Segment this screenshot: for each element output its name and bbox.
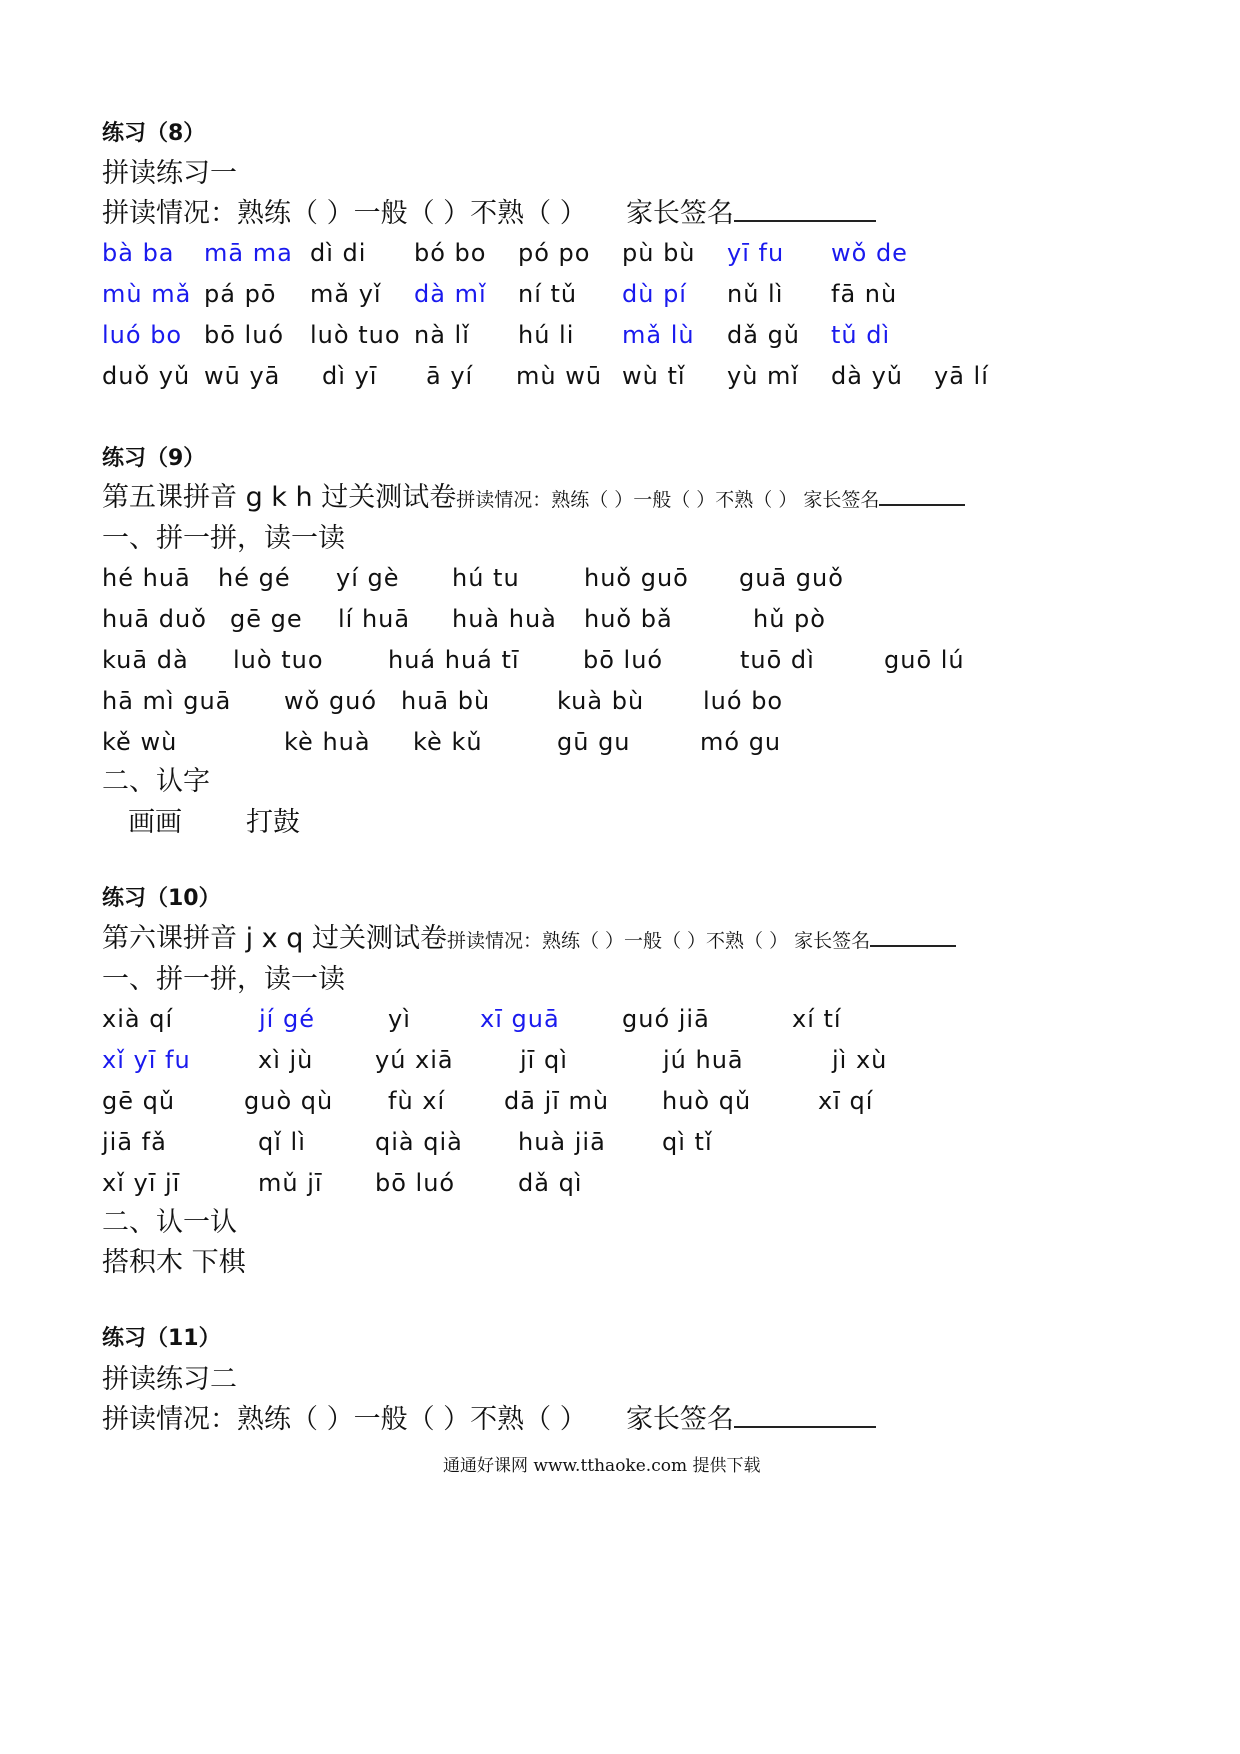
footer-credit: 通通好课网 www.tthaoke.com 提供下载 — [443, 1456, 761, 1476]
pinyin-word: kuā dà — [102, 646, 189, 674]
pinyin-word: dù pí — [622, 280, 687, 308]
pinyin-word: luò tuo — [310, 321, 401, 349]
pinyin-word: qì tǐ — [662, 1128, 713, 1156]
pinyin-word: hú tu — [452, 564, 520, 592]
exercise-11-subtitle: 拼读练习二 — [102, 1364, 237, 1395]
pinyin-word: hé gé — [218, 564, 291, 592]
status-label: 拼读情况：熟练（ ）一般（ ）不熟（ ） — [102, 198, 587, 229]
signature-line[interactable] — [879, 504, 965, 506]
pinyin-word: pá pō — [204, 280, 277, 308]
pinyin-word: luó bo — [102, 321, 183, 349]
pinyin-word: ā yí — [426, 362, 474, 390]
exercise-9-word-1: 画画 — [128, 807, 182, 838]
pinyin-word: nà lǐ — [414, 321, 470, 349]
pinyin-word: kě wù — [102, 728, 178, 756]
pinyin-word: jú huā — [663, 1046, 744, 1074]
exercise-10-heading: 第六课拼音 j x q 过关测试卷 — [102, 923, 447, 954]
pinyin-word: dā jī mù — [504, 1087, 610, 1115]
pinyin-word: kuà bù — [557, 687, 645, 715]
pinyin-word: dǎ gǔ — [727, 321, 801, 349]
pinyin-word: hǔ pò — [753, 605, 826, 633]
pinyin-word: nǔ lì — [727, 280, 784, 308]
pinyin-word: bō luó — [583, 646, 664, 674]
pinyin-word: jí gé — [259, 1005, 315, 1033]
pinyin-word: huà jiā — [518, 1128, 606, 1156]
pinyin-word: guò qù — [244, 1087, 334, 1115]
pinyin-word: kè huà — [284, 728, 371, 756]
pinyin-word: hā mì guā — [102, 687, 232, 715]
pinyin-word: mǔ jī — [258, 1169, 323, 1197]
exercise-11-status — [102, 1406, 876, 1433]
pinyin-word: hé huā — [102, 564, 191, 592]
pinyin-word: wǒ guó — [284, 687, 378, 715]
pinyin-word: qǐ lì — [258, 1128, 306, 1156]
pinyin-word: xí tí — [792, 1005, 842, 1033]
pinyin-word: qià qià — [375, 1128, 463, 1156]
exercise-9-title: 练习（9） — [102, 446, 206, 471]
pinyin-word: jì xù — [832, 1046, 888, 1074]
pinyin-word: mǎ yǐ — [310, 280, 382, 308]
exercise-9-word-2: 打鼓 — [246, 807, 300, 838]
exercise-8-title: 练习（8） — [102, 121, 206, 146]
exercise-9-section-1: 一、拼一拼，读一读 — [102, 523, 345, 554]
exercise-10-heading-line — [102, 925, 956, 952]
pinyin-word: xī qí — [818, 1087, 874, 1115]
pinyin-word: tǔ dì — [831, 321, 891, 349]
pinyin-word: guō lú — [884, 646, 965, 674]
pinyin-word: dì yī — [322, 362, 378, 390]
pinyin-word: yì — [388, 1005, 411, 1033]
pinyin-word: pù bù — [622, 239, 696, 267]
exercise-8-subtitle: 拼读练习一 — [102, 158, 237, 189]
pinyin-word: huǒ bǎ — [584, 605, 673, 633]
pinyin-word: lí huā — [338, 605, 411, 633]
pinyin-word: bà ba — [102, 239, 175, 267]
pinyin-word: xǐ yī jī — [102, 1169, 181, 1197]
pinyin-word: kè kǔ — [413, 728, 483, 756]
signature-line[interactable] — [734, 220, 876, 222]
pinyin-word: gē ge — [230, 605, 303, 633]
exercise-9-status: 拼读情况：熟练（ ）一般（ ）不熟（ ） 家长签名 — [456, 489, 880, 511]
signature-line[interactable] — [870, 945, 956, 947]
pinyin-word: mǎ lù — [622, 321, 695, 349]
exercise-10-status: 拼读情况：熟练（ ）一般（ ）不熟（ ） 家长签名 — [446, 930, 871, 952]
pinyin-word: xià qí — [102, 1005, 174, 1033]
pinyin-word: gū gu — [557, 728, 631, 756]
pinyin-word: hú li — [518, 321, 575, 349]
pinyin-word: wū yā — [204, 362, 281, 390]
pinyin-word: mā ma — [204, 239, 293, 267]
exercise-9-section-2: 二、认字 — [102, 766, 210, 797]
pinyin-word: guā guǒ — [739, 564, 844, 592]
exercise-8-status — [102, 200, 876, 227]
pinyin-word: huā duǒ — [102, 605, 207, 633]
pinyin-word: guó jiā — [622, 1005, 710, 1033]
pinyin-word: yī fu — [727, 239, 785, 267]
exercise-10-section-2: 二、认一认 — [102, 1207, 237, 1238]
exercise-10-title: 练习（10） — [102, 886, 221, 911]
pinyin-word: wù tǐ — [622, 362, 686, 390]
pinyin-word: yú xiā — [375, 1046, 454, 1074]
pinyin-word: fā nù — [831, 280, 898, 308]
pinyin-word: duǒ yǔ — [102, 362, 191, 390]
exercise-10-section-1: 一、拼一拼，读一读 — [102, 964, 345, 995]
pinyin-word: dà yǔ — [831, 362, 903, 390]
pinyin-word: bō luó — [204, 321, 285, 349]
pinyin-word: yí gè — [336, 564, 400, 592]
pinyin-word: fù xí — [388, 1087, 446, 1115]
pinyin-word: mù mǎ — [102, 280, 192, 308]
pinyin-word: luò tuo — [233, 646, 324, 674]
pinyin-word: pó po — [518, 239, 591, 267]
pinyin-word: bō luó — [375, 1169, 456, 1197]
exercise-10-words: 搭积木 下棋 — [102, 1247, 246, 1278]
pinyin-word: dì di — [310, 239, 367, 267]
pinyin-word: tuō dì — [740, 646, 815, 674]
pinyin-word: wǒ de — [831, 239, 908, 267]
pinyin-word: xī guā — [480, 1005, 560, 1033]
exercise-11-title: 练习（11） — [102, 1326, 221, 1351]
pinyin-word: mó gu — [700, 728, 782, 756]
signature-line[interactable] — [734, 1426, 876, 1428]
pinyin-word: dǎ qì — [518, 1169, 583, 1197]
pinyin-word: ní tǔ — [518, 280, 578, 308]
pinyin-word: huā bù — [401, 687, 491, 715]
pinyin-word: luó bo — [703, 687, 784, 715]
status-label: 拼读情况：熟练（ ）一般（ ）不熟（ ） — [102, 1404, 587, 1435]
pinyin-word: jiā fǎ — [102, 1128, 167, 1156]
pinyin-word: dà mǐ — [414, 280, 487, 308]
pinyin-word: huǒ guō — [584, 564, 689, 592]
pinyin-word: huá huá tī — [388, 646, 520, 674]
parent-signature-label: 家长签名 — [625, 1404, 734, 1435]
exercise-9-heading: 第五课拼音 g k h 过关测试卷 — [102, 482, 457, 513]
pinyin-word: jī qì — [520, 1046, 568, 1074]
parent-signature-label: 家长签名 — [625, 198, 734, 229]
pinyin-word: gē qǔ — [102, 1087, 176, 1115]
pinyin-word: huò qǔ — [662, 1087, 752, 1115]
pinyin-word: mù wū — [516, 362, 603, 390]
pinyin-word: xì jù — [258, 1046, 314, 1074]
pinyin-word: yā lí — [934, 362, 989, 390]
pinyin-word: yù mǐ — [727, 362, 800, 390]
pinyin-word: xǐ yī fu — [102, 1046, 191, 1074]
pinyin-word: bó bo — [414, 239, 487, 267]
exercise-9-heading-line — [102, 484, 965, 511]
pinyin-word: huà huà — [452, 605, 557, 633]
